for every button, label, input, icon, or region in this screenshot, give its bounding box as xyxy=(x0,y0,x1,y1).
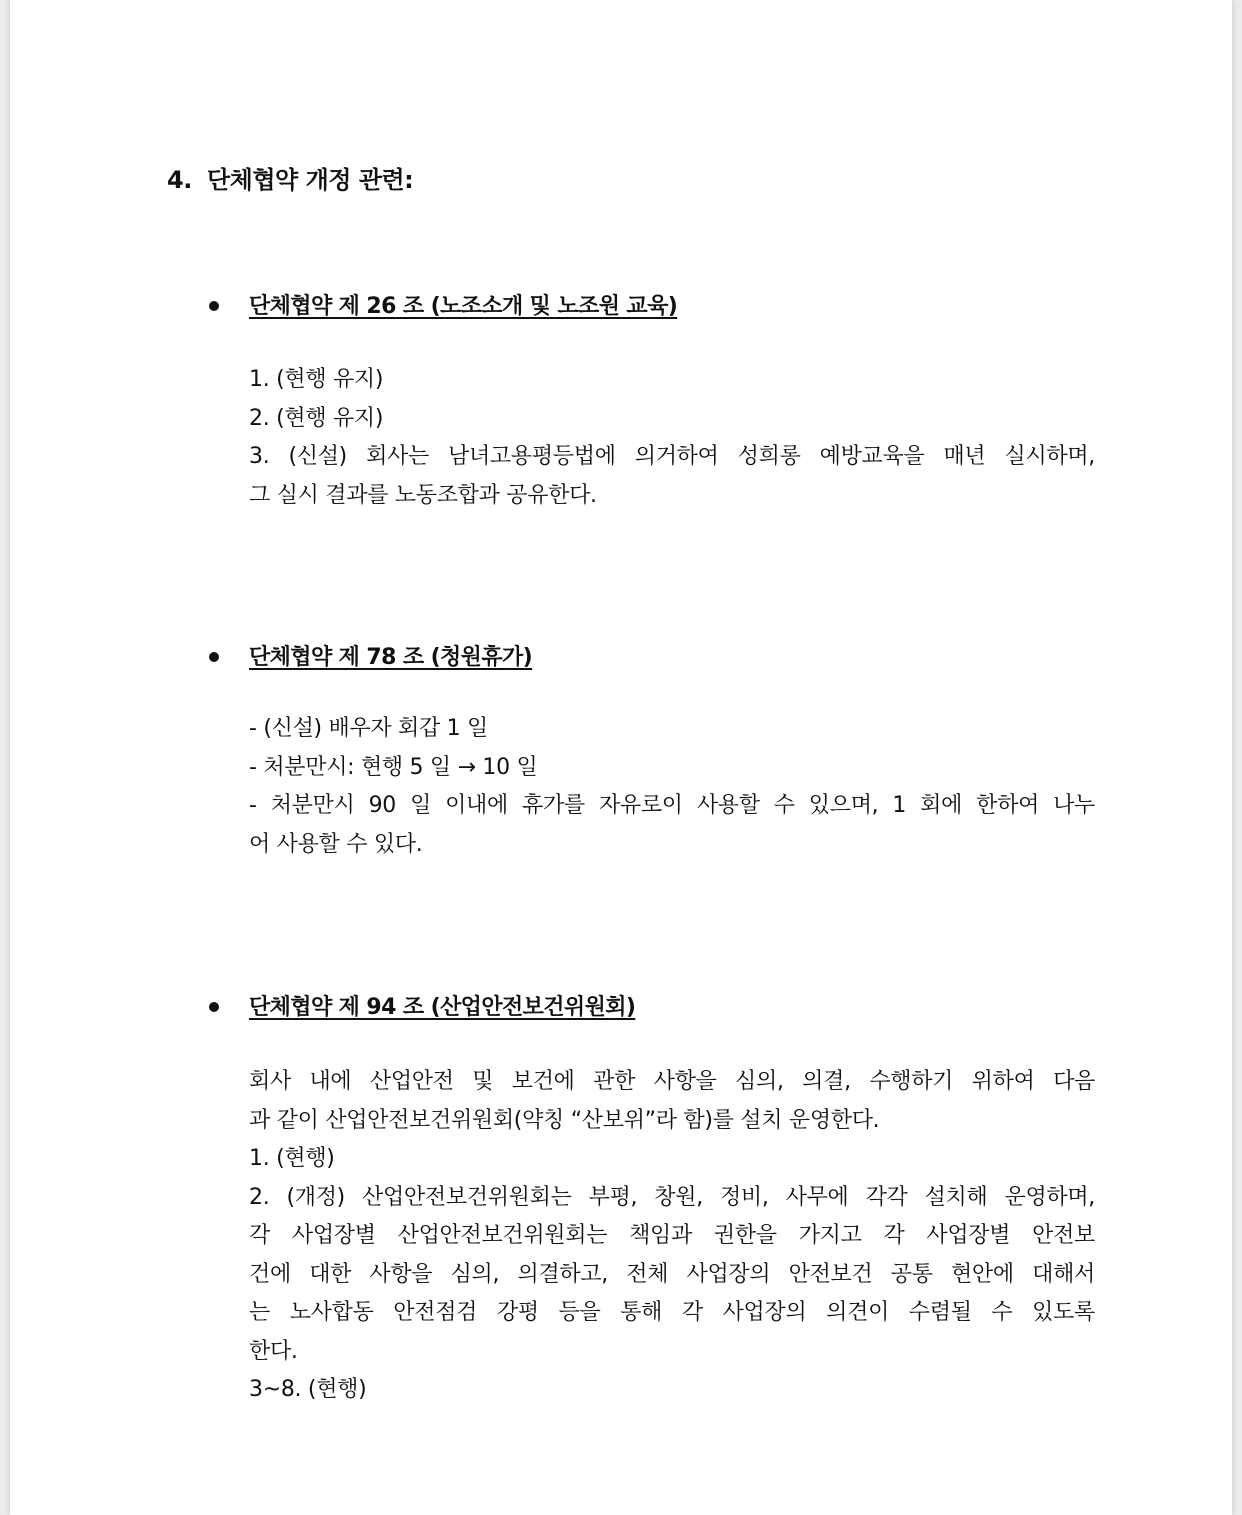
body-line: 그 실시 결과를 노동조합과 공유한다. xyxy=(249,482,597,508)
body-line: 회사 내에 산업안전 및 보건에 관한 사항을 심의, 의결, 수행하기 위하여 다음 xyxy=(249,1069,1095,1094)
body-line: - (신설) 배우자 회갑 1 일 xyxy=(249,716,488,741)
section-heading xyxy=(167,160,413,195)
body-line: 1. (현행) xyxy=(249,1146,335,1171)
bullet-icon xyxy=(209,301,219,311)
bullet-icon xyxy=(209,1002,219,1012)
bullet-icon xyxy=(209,652,219,662)
body-line: 3. (신설) 회사는 남녀고용평등법에 의거하여 성희롱 예방교육을 매년 실시하며, xyxy=(249,444,1095,469)
body-line: - 처분만시 90 일 이내에 휴가를 자유로이 사용할 수 있으며, 1 회에 한하여 나누 xyxy=(249,793,1095,818)
section-number: 4. xyxy=(167,166,192,194)
body-line: 어 사용할 수 있다. xyxy=(249,831,423,857)
article-26-bullet xyxy=(195,289,1095,323)
article-78-section xyxy=(195,640,1095,857)
body-line: 건에 대한 사항을 심의, 의결하고, 전체 사업장의 안전보건 공통 현안에 대해서 xyxy=(249,1261,1095,1287)
body-line: 2. (개정) 산업안전보건위원회는 부평, 창원, 정비, 사무에 각각 설치해 운영하며, xyxy=(249,1184,1095,1210)
article-94-body xyxy=(249,1063,1095,1410)
article-94-section xyxy=(195,990,1095,1402)
article-94-title: 단체협약 제 94 조 (산업안전보건위원회) xyxy=(249,995,636,1020)
article-78-bullet xyxy=(195,640,1095,674)
article-26-title: 단체협약 제 26 조 (노조소개 및 노조원 교육) xyxy=(249,294,678,319)
article-94-bullet xyxy=(195,990,1095,1024)
body-line: 한다. xyxy=(249,1338,298,1364)
article-26-body xyxy=(249,361,1095,515)
section-heading-text: 단체협약 개정 관련: xyxy=(207,166,414,194)
body-line: 는 노사합동 안전점검 강평 등을 통해 각 사업장의 의견이 수렴될 수 있도록 xyxy=(249,1300,1095,1325)
article-78-title: 단체협약 제 78 조 (청원휴가) xyxy=(249,645,533,670)
body-line: 2. (현행 유지) xyxy=(249,405,384,431)
body-line: 각 사업장별 산업안전보건위원회는 책임과 권한을 가지고 각 사업장별 안전보 xyxy=(249,1223,1095,1248)
body-line: - 처분만시: 현행 5 일 → 10 일 xyxy=(249,754,538,780)
body-line: 과 같이 산업안전보건위원회(약칭 “산보위”라 함)를 설치 운영한다. xyxy=(249,1107,880,1133)
body-line: 1. (현행 유지) xyxy=(249,367,384,392)
body-line: 3~8. (현행) xyxy=(249,1377,367,1402)
article-78-body xyxy=(249,710,1095,864)
document-page xyxy=(10,0,1232,1515)
article-26-section xyxy=(195,289,1095,508)
